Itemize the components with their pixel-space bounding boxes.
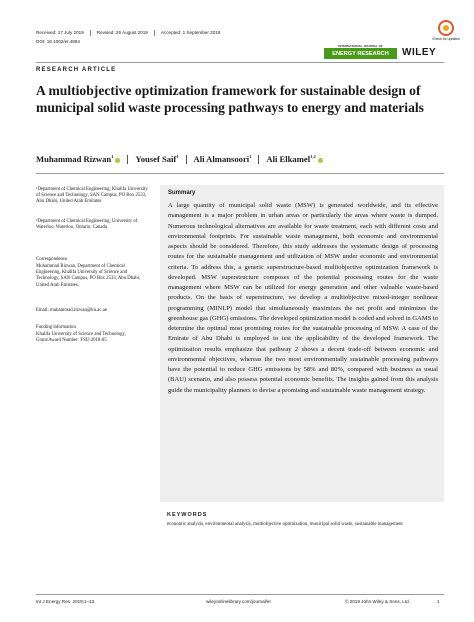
footer-copyright: © 2019 John Wiley & Sons, Ltd. [345,599,410,604]
keywords-list: economic analysis, environmental analysis, multiobjective optimization, municipal solid waste, sustainable management [167,522,403,527]
article-title: A multiobjective optimization framework for sustainable design of municipal solid waste processing pathways to energy and materials [36,83,424,115]
footer-rule [36,594,444,595]
summary-text: A large quantity of municipal solid waste (MSW) is generated worldwide, and its effective management is a major problem in urban areas or particularly the areas where waste is dumped. Numerous technological alternatives are available for waste treatment, each with different costs and environmental footprints. For sustainable waste management, both economic and environmental aspects should be considered. Therefore, this study addresses the systematic design of processing routes for the sustainable management and utilization of MSW under economic and environmental criteria. To address this, a generic superstructure-based multiobjective optimization framework is developed. MSW superstructure composes of the potential processing routes for the waste management where MSW can be utilized for energy generation and other valuable waste-based products. On the basis of superstructure, we develop a multiobjective mixed-integer nonlinear programming (MINLP) model that simultaneously maximizes the net profit and minimizes the greenhouse gas (GHG) emissions. The developed optimization model is coded and solved in GAMS to determine the optimal most promising routes for the sustainable processing of MSW. A case of the Emirate of Abu Dhabi is employed to test the applicability of the developed framework. The optimization results emphasize that pathway 2 shows a decent trade-off between economic and environmental objectives, whereas the two most environmentally sustainable processing pathways have the potential to reduce GHG emissions by 58% and 80%, compared with business as usual (BAU) scenario, and also possess potential economic benefits. The insights gained from this analysis guide the municipality planners to devise a promising and sustainable waste management strategy. [168,202,438,394]
doi[interactable]: DOI: 10.1002/er.4884 [36,39,80,44]
article-dates [36,30,220,36]
authors-rule [36,173,444,174]
page-number: 1 [437,599,440,604]
check-for-updates-badge[interactable] [432,18,460,46]
date-separator [154,30,155,36]
summary-heading: Summary [168,190,196,196]
author-separator [127,155,128,164]
author: Yousef Saif$^1$ [135,154,179,164]
correspondence-email[interactable]: Email: muhammad.rizwan@ku.ac.ae [36,308,108,313]
summary-box [160,185,444,502]
journal-logo-prefix: INTERNATIONAL JOURNAL OF [338,44,383,48]
received-date: Received: 17 July 2019 [36,30,84,35]
author-separator [186,155,187,164]
correspondence-text: Muhammad Rizwan, Department of Chemical Engineering, Khalifa University of Science and Technology, SAN Campus, PO Box 2533, Abu Dhabi, United Arab Emirates. [36,264,141,288]
author: Muhammad Rizwan$^1$ [36,154,120,164]
journal-logo [324,44,397,59]
orcid-icon[interactable] [115,158,120,163]
check-for-updates-icon [432,18,460,46]
correspondence-heading: Correspondence [36,257,68,262]
funding-heading: Funding information [36,325,76,330]
footer-url[interactable]: wileyonlinelibrary.com/journal/er [206,599,272,604]
publisher-logo: WILEY [402,47,437,58]
keywords-heading: KEYWORDS [167,512,208,518]
orcid-icon[interactable] [318,158,323,163]
badge-label: Check for updates [432,37,460,41]
author: Ali Elkamel$^{1,2}$ [266,154,322,164]
author: Ali Almansoori$^1$ [193,154,252,164]
revised-date: Revised: 26 August 2019 [96,30,148,35]
affiliation-2: ²Department of Chemical Engineering, University of Waterloo, Waterloo, Ontario, Canada [36,219,138,231]
header-rule [36,62,444,63]
footer-citation: Int J Energy Res. 2019;1–13. [36,599,96,604]
funding-text: Khalifa University of Science and Technology, Grant/Award Number: FSU-2018-05 [36,332,126,344]
date-separator [90,30,91,36]
author-list [36,154,436,164]
author-separator [258,155,259,164]
accepted-date: Accepted: 1 September 2019 [160,30,221,35]
article-type: RESEARCH ARTICLE [36,67,117,73]
journal-logo-text: ENERGY RESEARCH [332,50,389,57]
affiliation-1: ¹Department of Chemical Engineering, Khalifa University of Science and Technology, SAN Campus, PO Box 2533, Abu Dhabi, United Arab Emirates [36,187,148,205]
